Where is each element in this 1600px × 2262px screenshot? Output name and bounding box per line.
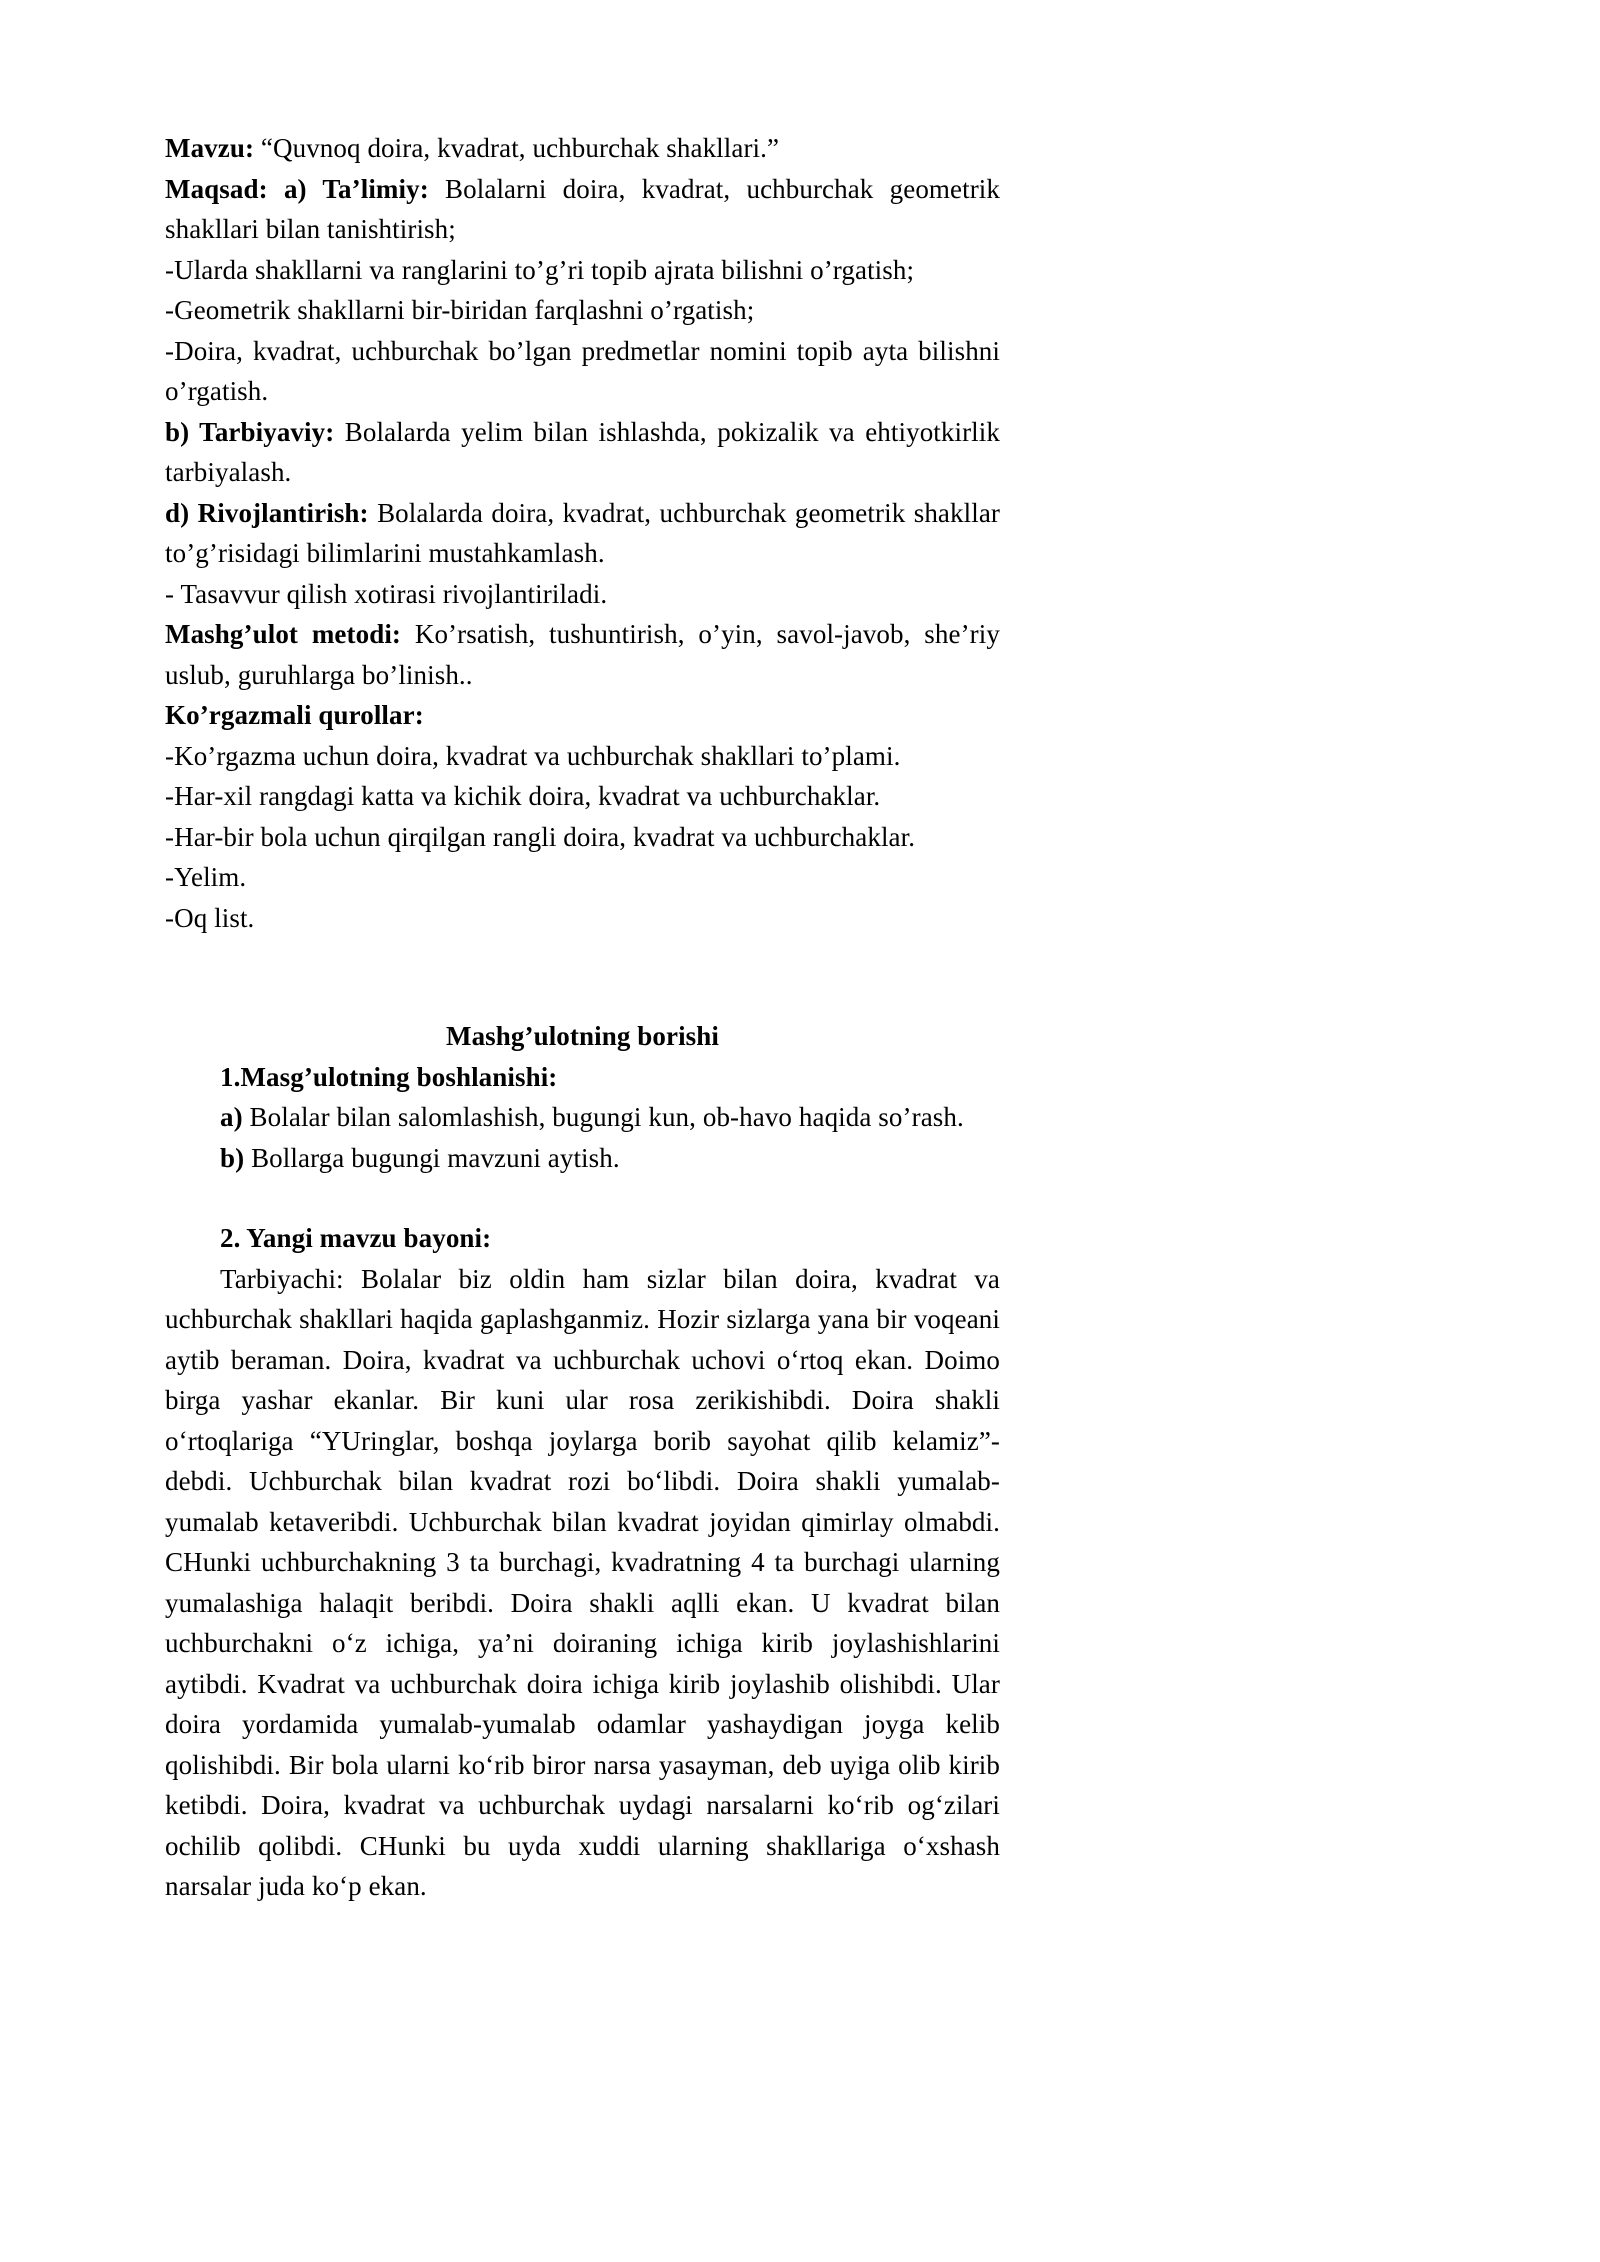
heading-borishi bbox=[165, 1016, 1000, 1057]
paragraph-rivojlantirish-bullet-1: - Tasavvur qilish xotirasi rivojlantiriladi. bbox=[165, 578, 608, 609]
label-rivojlantirish: d) Rivojlantirish: bbox=[165, 497, 369, 528]
label-yangi-mavzu: 2. Yangi mavzu bayoni: bbox=[220, 1223, 492, 1253]
paragraph-qurollar-item-4: -Yelim. bbox=[165, 862, 247, 892]
paragraph-qurollar-item-2: -Har-xil rangdagi katta va kichik doira, kvadrat va uchburchaklar. bbox=[165, 781, 881, 811]
heading-yangi-mavzu bbox=[165, 1218, 1000, 1259]
paragraph-maqsad-bullet-1: -Ularda shakllarni va ranglarini to’g’ri topib ajrata bilishni o’rgatish; bbox=[165, 254, 915, 285]
label-qurollar: Ko’rgazmali qurollar: bbox=[165, 700, 424, 730]
paragraph-maqsad-bullet-3: -Doira, kvadrat, uchburchak bo’lgan predmetlar nomini topib ayta bilishni o’rgatish. bbox=[165, 335, 1000, 406]
paragraph-qurollar-item-1: -Ko’rgazma uchun doira, kvadrat va uchburchak shakllari to’plami. bbox=[165, 740, 901, 771]
paragraph-mavzu bbox=[165, 128, 1000, 169]
label-metodi: Mashg’ulot metodi: bbox=[165, 619, 402, 649]
paragraph-rivojlantirish bbox=[165, 493, 1000, 574]
heading-boshlanishi bbox=[165, 1057, 1000, 1098]
section-spacer bbox=[165, 938, 1000, 1016]
label-item-b: b) bbox=[220, 1142, 245, 1173]
text-maqsad: Bolalarni doira, kvadrat, uchburchak geometrik shakllari bilan tanishtirish; bbox=[165, 173, 1001, 244]
label-mavzu: Mavzu: bbox=[165, 133, 255, 163]
text-metodi: Ko’rsatish, tushuntirish, o’yin, savol-javob, she’riy uslub, guruhlarga bo’linish.. bbox=[165, 619, 1000, 690]
label-borishi: Mashg’ulotning borishi bbox=[445, 1021, 720, 1051]
section-spacer-2 bbox=[165, 1178, 1000, 1218]
paragraph-metodi bbox=[165, 614, 1000, 695]
paragraph-tarbiyaviy bbox=[165, 412, 1000, 493]
text-tarbiyaviy: Bolalarda yelim bilan ishlashda, pokizalik va ehtiyotkirlik tarbiyalash. bbox=[165, 416, 1000, 487]
text-boshlanishi-a: Bolalar bilan salomlashish, bugungi kun, ob-havo haqida so’rash. bbox=[242, 1102, 964, 1132]
paragraph-qurollar-item-5: -Oq list. bbox=[165, 902, 255, 933]
label-tarbiyaviy: b) Tarbiyaviy: bbox=[165, 416, 335, 447]
paragraph-boshlanishi-a bbox=[165, 1097, 1000, 1138]
label-maqsad: Maqsad: a) Ta’limiy: bbox=[165, 173, 429, 204]
text-rivojlantirish: Bolalarda doira, kvadrat, uchburchak geometrik shakllar to’g’risidagi bilimlarini mustahkamlash. bbox=[165, 497, 1000, 568]
paragraph-boshlanishi-b bbox=[165, 1138, 1000, 1179]
paragraph-body: Tarbiyachi: Bolalar biz oldin ham sizlar bilan doira, kvadrat va uchburchak shakllari haqida gaplashganmiz. Hozir sizlarga yana bir voqeani aytib beraman. Doira, kvadrat va uchburchak uchovi o‘rtoq ekan. Doimo birga yashar ekanlar. Bir kuni ular rosa zerikishibdi. Doira shakli o‘rtoqlariga “YUringlar, boshqa joylarga borib sayohat qilib kelamiz”-debdi. Uchburchak bilan kvadrat rozi bo‘libdi. Doira shakli yumalab-yumalab ketaveribdi. Uchburchak bilan kvadrat joyidan qimirlay olmabdi. CHunki uchburchakning 3 ta burchagi, kvadratning 4 ta burchagi ularning yumalashiga halaqit beribdi. Doira shakli aqlli ekan. U kvadrat bilan uchburchakni o‘z ichiga, ya’ni doiraning ichiga kirib joylashishlarini aytibdi. Kvadrat va uchburchak doira ichiga kirib joylashib olishibdi. Ular doira yordamida yumalab-yumalab odamlar yashaydigan joyga kelib qolishibdi. Bir bola ularni ko‘rib biror narsa yasayman, deb uyiga olib kirib ketibdi. Doira, kvadrat va uchburchak uydagi narsalarni ko‘rib og‘zilari ochilib qolibdi. CHunki bu uyda xuddi ularning shakllariga o‘xshash narsalar juda ko‘p ekan. bbox=[165, 1263, 1000, 1901]
document-body bbox=[165, 128, 1000, 1907]
paragraph-maqsad-bullet-2: -Geometrik shakllarni bir-biridan farqlashni o’rgatish; bbox=[165, 295, 755, 325]
text-mavzu: “Quvnoq doira, kvadrat, uchburchak shakllari.” bbox=[254, 133, 780, 163]
paragraph-qurollar-item-3: -Har-bir bola uchun qirqilgan rangli doira, kvadrat va uchburchaklar. bbox=[165, 821, 916, 852]
paragraph-maqsad bbox=[165, 169, 1000, 250]
label-item-a: a) bbox=[220, 1102, 243, 1132]
label-boshlanishi: 1.Masg’ulotning boshlanishi: bbox=[220, 1061, 558, 1092]
text-boshlanishi-b: Bollarga bugungi mavzuni aytish. bbox=[244, 1142, 620, 1173]
heading-qurollar bbox=[165, 695, 1000, 736]
